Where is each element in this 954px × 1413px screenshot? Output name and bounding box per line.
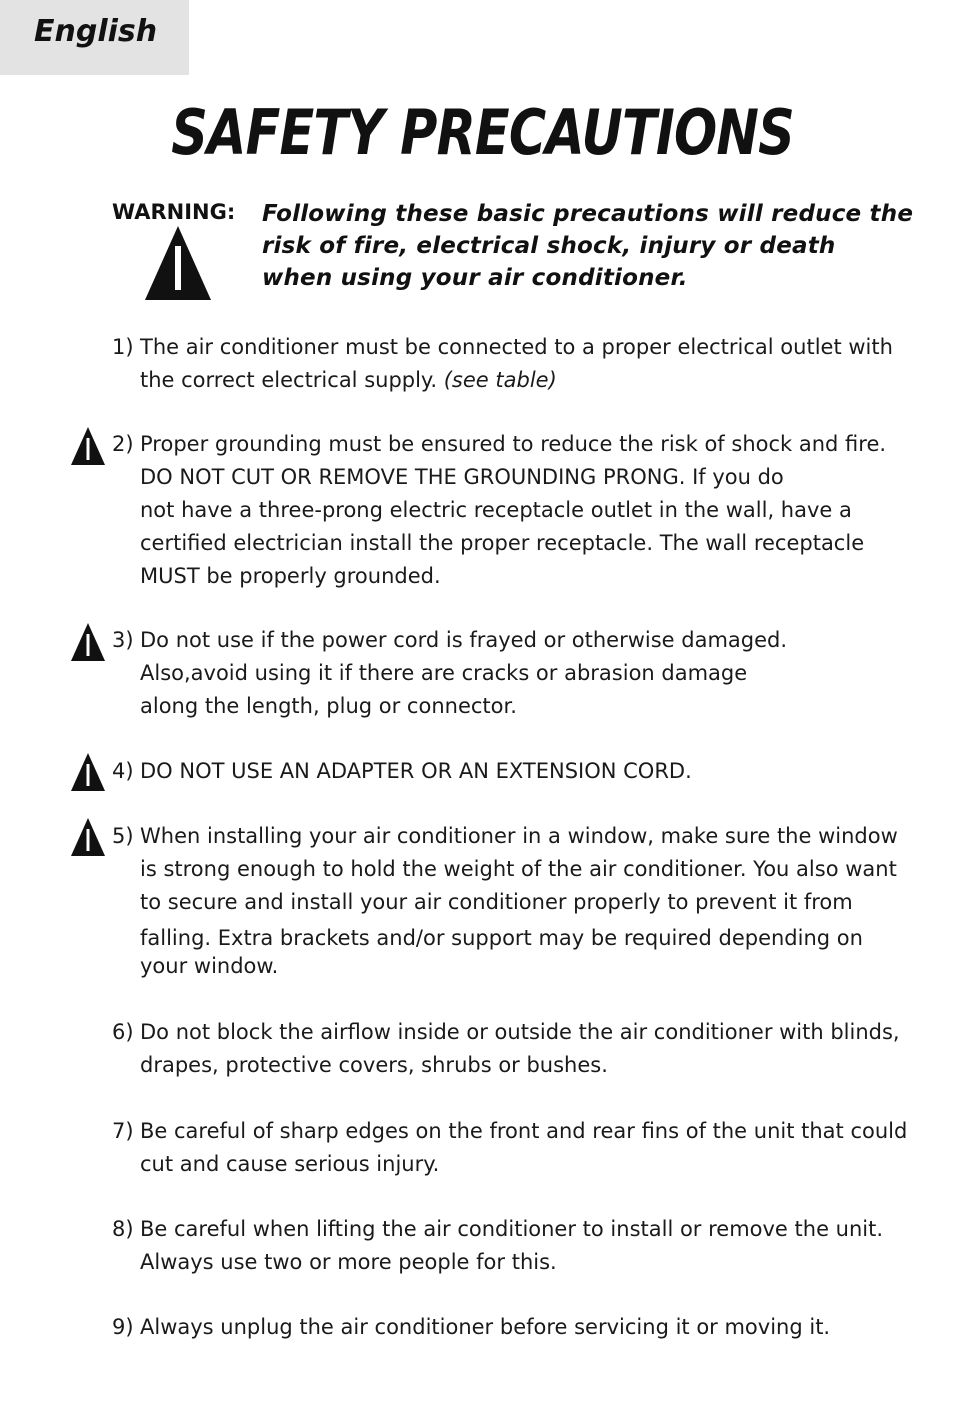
warning-line: when using your air conditioner. [262,265,688,291]
item-text: Do not use if the power cord is frayed or otherwise damaged. [140,628,788,652]
precaution-item-1 [112,331,912,397]
page-title: SAFETY PRECAUTIONS [171,96,794,169]
item-text: DO NOT CUT OR REMOVE THE GROUNDING PRONG. If you do [140,465,784,489]
item-text: your window. [140,954,279,978]
precaution-item-4 [112,755,912,788]
warning-triangle-icon [145,226,211,300]
warning-text [262,198,922,294]
item-text: When installing your air conditioner in a window, make sure the window [140,824,898,848]
item-text: cut and cause serious injury. [140,1152,440,1176]
item-note: (see table) [443,368,557,392]
item-number: 9) [112,1315,134,1339]
item-text: DO NOT USE AN ADAPTER OR AN EXTENSION CORD. [140,759,692,783]
item-number: 7) [112,1119,134,1143]
precaution-item-3 [112,624,912,723]
precaution-item-6 [112,1016,912,1082]
item-number: 8) [112,1217,134,1241]
item-text: Always unplug the air conditioner before servicing it or moving it. [140,1315,831,1339]
language-tab [0,0,189,75]
item-text: MUST be properly grounded. [140,564,441,588]
warning-triangle-icon [71,753,105,791]
precaution-item-7 [112,1115,912,1181]
item-text: not have a three-prong electric receptacle outlet in the wall, have a [140,498,852,522]
item-text: the correct electrical supply. [140,368,438,392]
precaution-item-8 [112,1213,912,1279]
item-number: 4) [112,759,134,783]
item-number: 2) [112,432,134,456]
precaution-item-5 [112,820,912,983]
item-number: 3) [112,628,134,652]
item-text: Proper grounding must be ensured to reduce the risk of shock and fire. [140,432,887,456]
warning-triangle-icon [71,623,105,661]
precaution-item-2 [112,428,912,593]
item-number: 1) [112,335,134,359]
precaution-item-9 [112,1311,912,1344]
item-text: to secure and install your air conditioner properly to prevent it from [140,890,853,914]
warning-line: risk of fire, electrical shock, injury or death [262,233,836,259]
item-text: Be careful of sharp edges on the front and rear fins of the unit that could [140,1119,908,1143]
item-text: Be careful when lifting the air conditioner to install or remove the unit. [140,1217,884,1241]
item-text: Also,avoid using it if there are cracks or abrasion damage [140,661,748,685]
item-text: drapes, protective covers, shrubs or bushes. [140,1053,608,1077]
item-text: Do not block the airflow inside or outside the air conditioner with blinds, [140,1020,900,1044]
item-number: 5) [112,824,134,848]
item-text: Always use two or more people for this. [140,1250,557,1274]
warning-triangle-icon [71,818,105,856]
warning-triangle-icon [71,427,105,465]
item-text: certified electrician install the proper receptacle. The wall receptacle [140,531,865,555]
item-text: falling. Extra brackets and/or support may be required depending on [140,926,863,950]
item-text: along the length, plug or connector. [140,694,517,718]
language-label: English [34,14,158,49]
item-number: 6) [112,1020,134,1044]
warning-line: Following these basic precautions will reduce the [262,201,914,227]
item-text: The air conditioner must be connected to a proper electrical outlet with [140,335,893,359]
item-text: is strong enough to hold the weight of the air conditioner. You also want [140,857,897,881]
warning-label: WARNING: [112,200,236,224]
